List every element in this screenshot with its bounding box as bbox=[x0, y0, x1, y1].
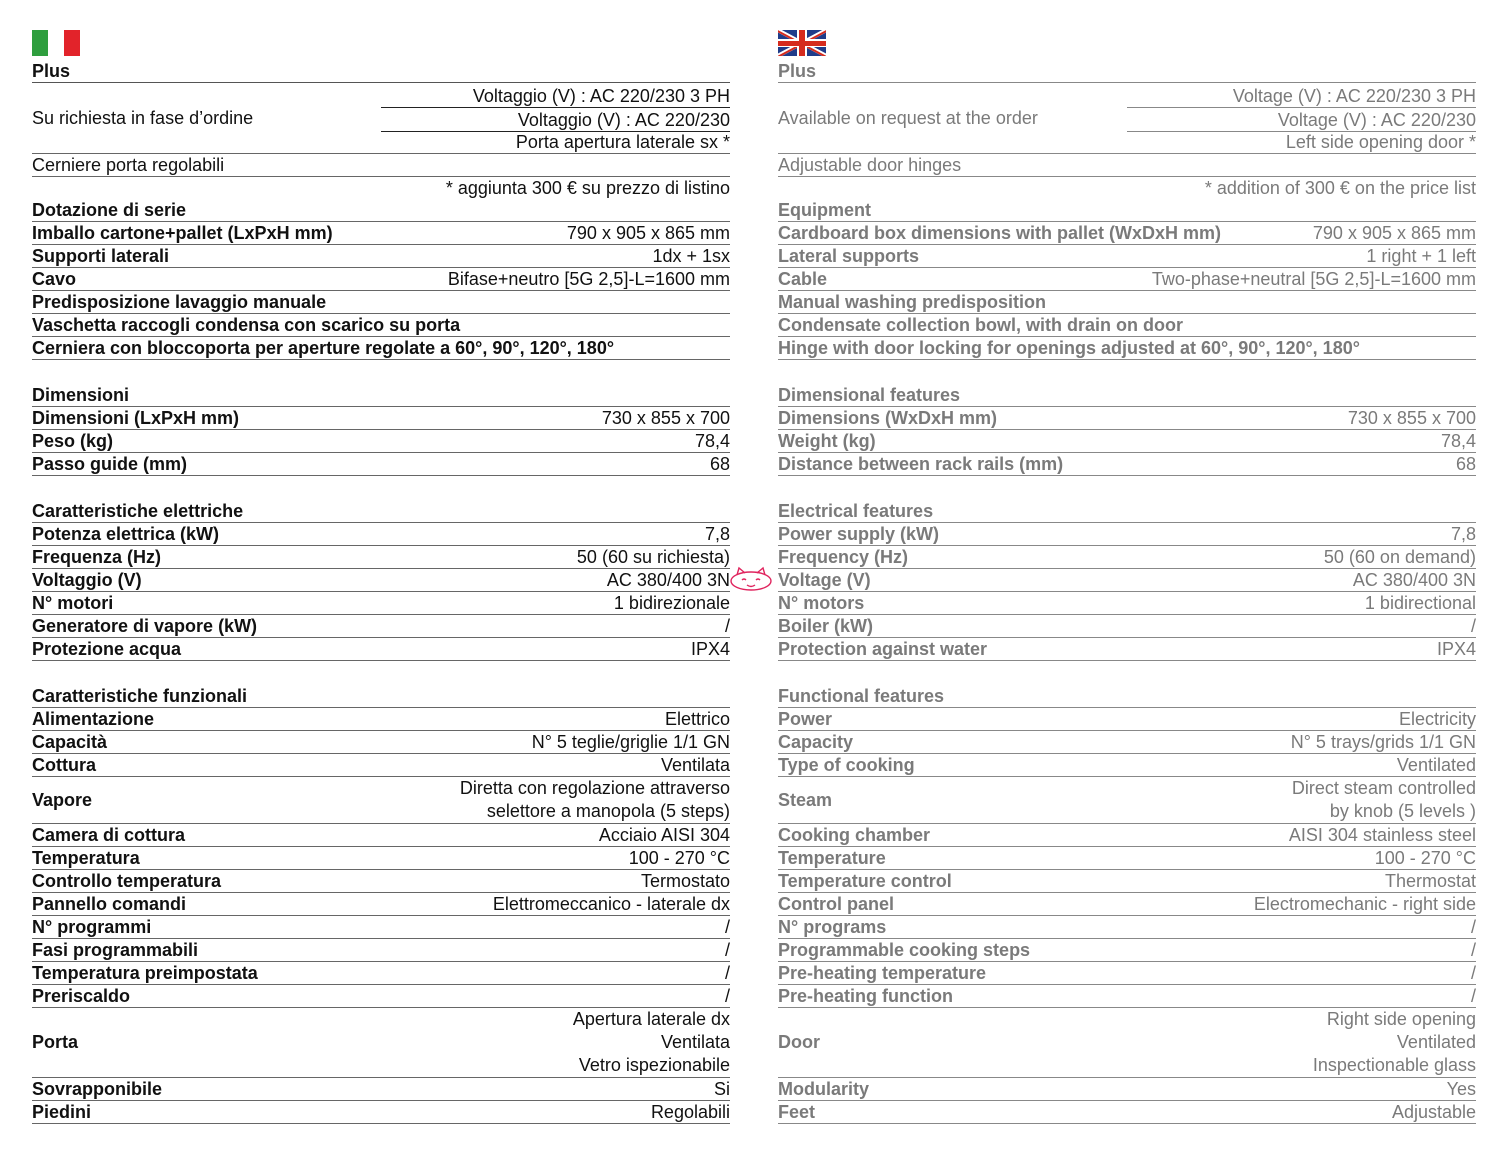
spec-label: Fasi programmabili bbox=[32, 940, 199, 960]
spec-label: Predisposizione lavaggio manuale bbox=[32, 292, 327, 312]
spec-row bbox=[778, 569, 1476, 592]
on-request-block bbox=[778, 83, 1476, 154]
spec-row bbox=[778, 916, 1476, 939]
spec-value: Ventilata bbox=[660, 755, 730, 775]
spec-value: / bbox=[1470, 940, 1476, 960]
spec-row bbox=[32, 824, 730, 847]
plus-heading: Plus bbox=[32, 61, 730, 83]
spec-label: Alimentazione bbox=[32, 709, 155, 729]
functional-section-title: Caratteristiche funzionali bbox=[32, 685, 730, 708]
adjustable-hinges-text: Cerniere porta regolabili bbox=[32, 154, 730, 177]
spec-row bbox=[778, 314, 1476, 337]
spec-row bbox=[32, 222, 730, 245]
spec-row bbox=[32, 569, 730, 592]
cat-face-icon bbox=[727, 566, 775, 592]
on-request-option: Voltaggio (V) : AC 220/230 bbox=[381, 109, 730, 132]
section-spacer bbox=[32, 476, 730, 500]
spec-value: Ventilated bbox=[1396, 755, 1476, 775]
price-note: * addition of 300 € on the price list bbox=[1204, 178, 1476, 198]
spec-row bbox=[32, 638, 730, 661]
spec-value-line: selettore a manopola (5 steps) bbox=[486, 801, 730, 821]
uk-flag-icon bbox=[778, 30, 826, 56]
spec-label: Voltage (V) bbox=[778, 570, 871, 590]
spec-row bbox=[32, 523, 730, 546]
spec-label: Generatore di vapore (kW) bbox=[32, 616, 258, 636]
spec-label: Lateral supports bbox=[778, 246, 920, 266]
spec-row bbox=[32, 268, 730, 291]
spec-row bbox=[778, 893, 1476, 916]
spec-label: Power supply (kW) bbox=[778, 524, 940, 544]
spec-value: AC 380/400 3N bbox=[1352, 570, 1476, 590]
spec-label: Preriscaldo bbox=[32, 986, 131, 1006]
spec-value: / bbox=[724, 986, 730, 1006]
spec-value: / bbox=[1470, 986, 1476, 1006]
spec-row bbox=[778, 222, 1476, 245]
spec-values bbox=[573, 1008, 730, 1077]
spec-label: N° motori bbox=[32, 593, 114, 613]
spec-value: Elettrico bbox=[664, 709, 730, 729]
on-request-block bbox=[32, 83, 730, 154]
spec-value: Acciaio AISI 304 bbox=[598, 825, 730, 845]
spec-values bbox=[1292, 777, 1476, 823]
on-request-option: Left side opening door * bbox=[1285, 132, 1476, 152]
spec-value: / bbox=[724, 917, 730, 937]
spec-value: 1dx + 1sx bbox=[652, 246, 730, 266]
spec-label: Vapore bbox=[32, 789, 93, 810]
on-request-option: Voltage (V) : AC 220/230 3 PH bbox=[1127, 85, 1476, 108]
spec-row bbox=[778, 708, 1476, 731]
spec-row bbox=[778, 985, 1476, 1008]
spec-row bbox=[778, 245, 1476, 268]
spec-label: Temperatura bbox=[32, 848, 140, 868]
spec-value: N° 5 trays/grids 1/1 GN bbox=[1290, 732, 1476, 752]
spec-row bbox=[778, 592, 1476, 615]
spec-row bbox=[778, 870, 1476, 893]
spec-row bbox=[32, 291, 730, 314]
spec-value: 50 (60 su richiesta) bbox=[576, 547, 730, 567]
equipment-section-title: Dotazione di serie bbox=[32, 199, 730, 222]
spec-value: 730 x 855 x 700 bbox=[1347, 408, 1476, 428]
spec-value-line: Inspectionable glass bbox=[1312, 1055, 1476, 1075]
spec-label: Peso (kg) bbox=[32, 431, 114, 451]
spec-label: N° programs bbox=[778, 917, 887, 937]
spec-row bbox=[32, 592, 730, 615]
spec-label: N° motors bbox=[778, 593, 865, 613]
spec-label: Pre-heating temperature bbox=[778, 963, 987, 983]
spec-row bbox=[32, 731, 730, 754]
electrical-section-title: Electrical features bbox=[778, 500, 1476, 523]
spec-row bbox=[32, 430, 730, 453]
spec-value-line: Apertura laterale dx bbox=[572, 1009, 730, 1029]
spec-row bbox=[32, 893, 730, 916]
spec-label: Supporti laterali bbox=[32, 246, 170, 266]
spec-row bbox=[778, 962, 1476, 985]
spec-row bbox=[778, 337, 1476, 360]
spec-row bbox=[778, 824, 1476, 847]
spec-label: Temperatura preimpostata bbox=[32, 963, 258, 983]
spec-label: Cottura bbox=[32, 755, 96, 775]
spec-label: Temperature bbox=[778, 848, 886, 868]
on-request-option: Voltaggio (V) : AC 220/230 3 PH bbox=[381, 85, 730, 108]
spec-label: Pre-heating function bbox=[778, 986, 953, 1006]
spec-value-line: Direct steam controlled bbox=[1291, 778, 1476, 798]
spec-row bbox=[32, 754, 730, 777]
spec-label: Power bbox=[778, 709, 833, 729]
spec-row bbox=[778, 291, 1476, 314]
section-spacer bbox=[32, 661, 730, 685]
spec-value-line: Diretta con regolazione attraverso bbox=[459, 778, 730, 798]
spec-value: Termostato bbox=[640, 871, 730, 891]
spec-value: Two-phase+neutral [5G 2,5]-L=1600 mm bbox=[1151, 269, 1476, 289]
english-column bbox=[778, 30, 1476, 1124]
spec-value: Bifase+neutro [5G 2,5]-L=1600 mm bbox=[447, 269, 730, 289]
spec-row bbox=[778, 453, 1476, 476]
spec-value: 1 bidirectional bbox=[1364, 593, 1476, 613]
spec-label: Cavo bbox=[32, 269, 77, 289]
spec-value: 7,8 bbox=[704, 524, 730, 544]
spec-row bbox=[32, 962, 730, 985]
spec-value: 1 bidirezionale bbox=[613, 593, 730, 613]
steam-row bbox=[778, 777, 1476, 824]
spec-value: / bbox=[724, 616, 730, 636]
spec-row bbox=[778, 407, 1476, 430]
spec-row bbox=[778, 546, 1476, 569]
spec-row bbox=[778, 1078, 1476, 1101]
spec-value: 790 x 905 x 865 mm bbox=[1312, 223, 1476, 243]
spec-value: 1 right + 1 left bbox=[1366, 246, 1476, 266]
spec-value: Si bbox=[713, 1079, 730, 1099]
spec-row bbox=[32, 337, 730, 360]
spec-row bbox=[778, 939, 1476, 962]
spec-label: Dimensions (WxDxH mm) bbox=[778, 408, 998, 428]
spec-value: / bbox=[724, 940, 730, 960]
spec-row bbox=[32, 1078, 730, 1101]
flag-stripe bbox=[32, 30, 48, 56]
door-row bbox=[778, 1008, 1476, 1078]
spec-value-line: Vetro ispezionabile bbox=[578, 1055, 730, 1075]
spec-label: Controllo temperatura bbox=[32, 871, 222, 891]
flag-stripe bbox=[48, 30, 64, 56]
spec-value: / bbox=[1470, 963, 1476, 983]
on-request-option: Porta apertura laterale sx * bbox=[515, 132, 730, 152]
dimensions-section-title: Dimensional features bbox=[778, 384, 1476, 407]
spec-label: Capacità bbox=[32, 732, 108, 752]
spec-value: 78,4 bbox=[694, 431, 730, 451]
on-request-label: Su richiesta in fase d’ordine bbox=[32, 108, 254, 128]
price-note: * aggiunta 300 € su prezzo di listino bbox=[445, 178, 730, 198]
spec-row bbox=[32, 245, 730, 268]
spec-value: Thermostat bbox=[1384, 871, 1476, 891]
spec-label: Pannello comandi bbox=[32, 894, 187, 914]
spec-label: Distance between rack rails (mm) bbox=[778, 454, 1064, 474]
spec-value: 790 x 905 x 865 mm bbox=[566, 223, 730, 243]
spec-value: / bbox=[1470, 616, 1476, 636]
spec-row bbox=[778, 638, 1476, 661]
spec-value: 68 bbox=[709, 454, 730, 474]
spec-label: Frequenza (Hz) bbox=[32, 547, 162, 567]
spec-label: Type of cooking bbox=[778, 755, 915, 775]
section-spacer bbox=[32, 360, 730, 384]
spec-label: Feet bbox=[778, 1102, 816, 1122]
spec-label: Piedini bbox=[32, 1102, 92, 1122]
spec-value: Electromechanic - right side bbox=[1253, 894, 1476, 914]
spec-label: Capacity bbox=[778, 732, 854, 752]
flag-part bbox=[799, 30, 805, 56]
spec-label: Protection against water bbox=[778, 639, 988, 659]
spec-row bbox=[32, 1101, 730, 1124]
spec-row bbox=[32, 708, 730, 731]
spec-value: Yes bbox=[1446, 1079, 1476, 1099]
spec-row bbox=[32, 615, 730, 638]
door-row bbox=[32, 1008, 730, 1078]
spec-values bbox=[460, 777, 730, 823]
spec-row bbox=[778, 430, 1476, 453]
spec-label: Porta bbox=[32, 1032, 79, 1052]
spec-row bbox=[32, 985, 730, 1008]
spec-label: Frequency (Hz) bbox=[778, 547, 909, 567]
spec-row bbox=[778, 523, 1476, 546]
spec-row bbox=[32, 916, 730, 939]
spec-label: Protezione acqua bbox=[32, 639, 182, 659]
spec-label: Temperature control bbox=[778, 871, 952, 891]
spec-row bbox=[32, 870, 730, 893]
spec-row bbox=[32, 939, 730, 962]
spec-value: / bbox=[724, 963, 730, 983]
spec-value: 50 (60 on demand) bbox=[1323, 547, 1476, 567]
on-request-label: Available on request at the order bbox=[778, 108, 1038, 128]
spec-label: Cable bbox=[778, 269, 828, 289]
spec-value: AISI 304 stainless steel bbox=[1288, 825, 1476, 845]
spec-value: 730 x 855 x 700 bbox=[601, 408, 730, 428]
plus-heading: Plus bbox=[778, 61, 1476, 83]
spec-label: Door bbox=[778, 1032, 820, 1052]
spec-value: Regolabili bbox=[650, 1102, 730, 1122]
section-spacer bbox=[778, 476, 1476, 500]
spec-label: Manual washing predisposition bbox=[778, 292, 1047, 312]
spec-value: 100 - 270 °C bbox=[628, 848, 730, 868]
spec-label: Sovrapponibile bbox=[32, 1079, 163, 1099]
spec-value-line: Ventilated bbox=[1396, 1032, 1476, 1052]
spec-value: 78,4 bbox=[1440, 431, 1476, 451]
functional-section-title: Functional features bbox=[778, 685, 1476, 708]
spec-label: Cooking chamber bbox=[778, 825, 931, 845]
spec-row bbox=[778, 268, 1476, 291]
spec-label: Camera di cottura bbox=[32, 825, 186, 845]
spec-label: Steam bbox=[778, 789, 833, 810]
spec-label: Boiler (kW) bbox=[778, 616, 874, 636]
spec-label: Dimensioni (LxPxH mm) bbox=[32, 408, 240, 428]
italian-column bbox=[32, 30, 730, 1124]
spec-label: Imballo cartone+pallet (LxPxH mm) bbox=[32, 223, 333, 243]
spec-row bbox=[778, 615, 1476, 638]
spec-value: AC 380/400 3N bbox=[606, 570, 730, 590]
spec-label: Voltaggio (V) bbox=[32, 570, 142, 590]
spec-label: Weight (kg) bbox=[778, 431, 876, 451]
spec-row bbox=[778, 847, 1476, 870]
spec-value: Adjustable bbox=[1391, 1102, 1476, 1122]
spec-label: N° programmi bbox=[32, 917, 152, 937]
spec-label: Potenza elettrica (kW) bbox=[32, 524, 220, 544]
italy-flag-icon bbox=[32, 30, 80, 56]
section-spacer bbox=[778, 661, 1476, 685]
spec-value: IPX4 bbox=[690, 639, 730, 659]
spec-label: Cerniera con bloccoporta per aperture regolate a 60°, 90°, 120°, 180° bbox=[32, 338, 615, 358]
spec-value: N° 5 teglie/griglie 1/1 GN bbox=[531, 732, 730, 752]
steam-row bbox=[32, 777, 730, 824]
spec-value: 68 bbox=[1455, 454, 1476, 474]
spec-label: Control panel bbox=[778, 894, 894, 914]
spec-label: Hinge with door locking for openings adjusted at 60°, 90°, 120°, 180° bbox=[778, 338, 1360, 358]
spec-label: Condensate collection bowl, with drain on door bbox=[778, 315, 1184, 335]
spec-row bbox=[32, 314, 730, 337]
spec-values bbox=[1313, 1008, 1476, 1077]
spec-label: Passo guide (mm) bbox=[32, 454, 188, 474]
spec-row bbox=[32, 847, 730, 870]
dimensions-section-title: Dimensioni bbox=[32, 384, 730, 407]
electrical-section-title: Caratteristiche elettriche bbox=[32, 500, 730, 523]
spec-value: IPX4 bbox=[1436, 639, 1476, 659]
spec-label: Modularity bbox=[778, 1079, 870, 1099]
spec-value: Elettromeccanico - laterale dx bbox=[492, 894, 730, 914]
spec-label: Vaschetta raccogli condensa con scarico su porta bbox=[32, 315, 461, 335]
spec-label: Programmable cooking steps bbox=[778, 940, 1031, 960]
spec-label: Cardboard box dimensions with pallet (WxDxH mm) bbox=[778, 223, 1222, 243]
spec-value: / bbox=[1470, 917, 1476, 937]
spec-value-line: Right side opening bbox=[1326, 1009, 1476, 1029]
adjustable-hinges-text: Adjustable door hinges bbox=[778, 154, 1476, 177]
equipment-section-title: Equipment bbox=[778, 199, 1476, 222]
spec-value: 7,8 bbox=[1450, 524, 1476, 544]
spec-value: Electricity bbox=[1398, 709, 1476, 729]
spec-value-line: Ventilata bbox=[660, 1032, 730, 1052]
spec-row bbox=[778, 1101, 1476, 1124]
spec-value: 100 - 270 °C bbox=[1374, 848, 1476, 868]
section-spacer bbox=[778, 360, 1476, 384]
spec-row bbox=[32, 546, 730, 569]
spec-row bbox=[32, 453, 730, 476]
spec-row bbox=[778, 754, 1476, 777]
spec-row bbox=[32, 407, 730, 430]
on-request-option: Voltage (V) : AC 220/230 bbox=[1127, 109, 1476, 132]
spec-row bbox=[778, 731, 1476, 754]
flag-stripe bbox=[64, 30, 80, 56]
spec-value-line: by knob (5 levels ) bbox=[1329, 801, 1476, 821]
